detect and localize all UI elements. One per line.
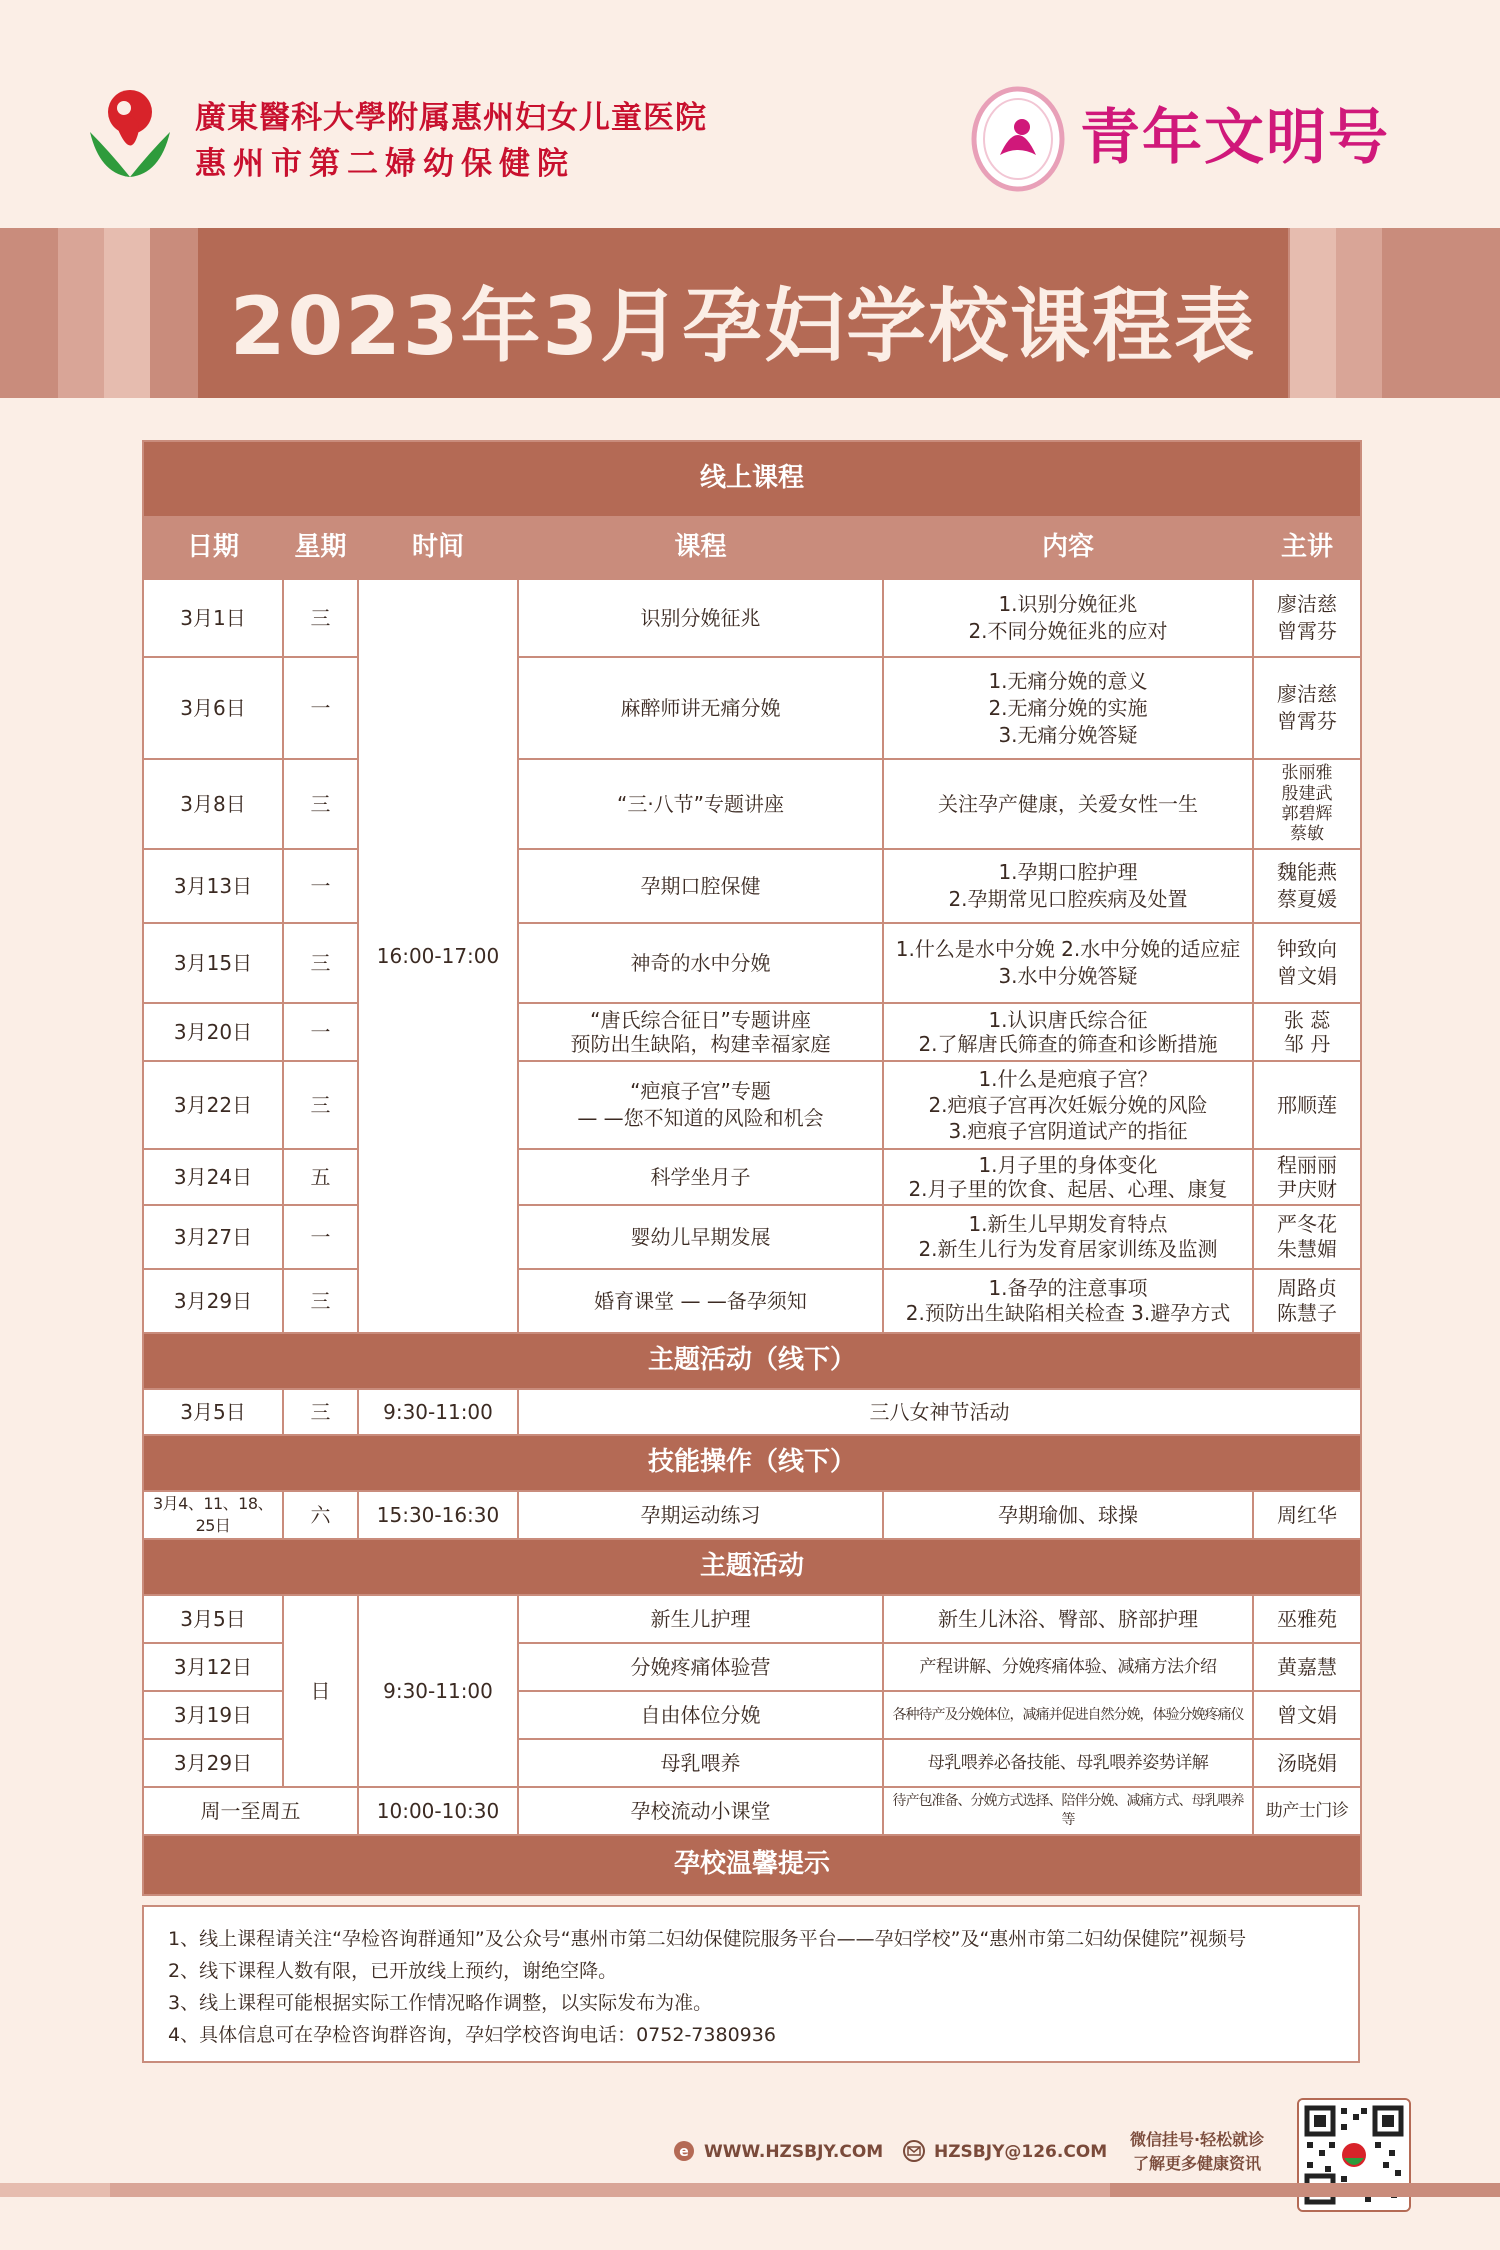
date-cell: 3月13日 [143, 849, 283, 923]
content-cell [883, 1149, 1253, 1205]
table-row [143, 1269, 1361, 1333]
course-cell: 孕期运动练习 [518, 1491, 883, 1539]
lecturer-name: 朱慧媚 [1277, 1237, 1338, 1261]
column-header-weekday: 星期 [283, 517, 358, 579]
table-row [143, 1003, 1361, 1061]
lecturer-name: 张 蕊 [1283, 1008, 1331, 1032]
lecturer-name: 张丽雅 [1281, 763, 1333, 784]
weekday-cell: 五 [283, 1149, 358, 1205]
course-line: 神奇的水中分娩 [630, 950, 771, 975]
content-line: 2.新生儿行为发育居家训练及监测 [918, 1237, 1218, 1261]
course-cell: 新生儿护理 [518, 1595, 883, 1643]
time-cell: 15:30-16:30 [358, 1491, 518, 1539]
lecturer-cell [1253, 1149, 1361, 1205]
course-line: “唐氏综合征日”专题讲座 [590, 1008, 811, 1032]
lecturer-name: 曾霄芬 [1277, 709, 1338, 733]
lecturer-name: 郭碧辉 [1281, 804, 1333, 824]
course-cell [518, 1061, 883, 1149]
date-cell: 3月22日 [143, 1061, 283, 1149]
weekday-cell: 三 [283, 1389, 358, 1435]
course-line: 识别分娩征兆 [640, 605, 761, 630]
column-header-time: 时间 [358, 517, 518, 579]
banner-stripe [58, 228, 104, 398]
course-cell: 孕校流动小课堂 [518, 1787, 883, 1835]
weekday-cell: 一 [283, 849, 358, 923]
table-row [143, 657, 1361, 759]
course-cell [518, 849, 883, 923]
content-line: 1.孕期口腔护理 [998, 860, 1138, 884]
banner-stripe [104, 228, 150, 398]
date-cell: 3月20日 [143, 1003, 283, 1061]
section-title: 主题活动（线下） [143, 1333, 1361, 1389]
content-cell: 待产包准备、分娩方式选择、陪伴分娩、减痛方式、母乳喂养等 [883, 1787, 1253, 1835]
content-cell [883, 1205, 1253, 1269]
content-line: 2.月子里的饮食、起居、心理、康复 [908, 1177, 1228, 1201]
lecturer-cell: 汤晓娟 [1253, 1739, 1361, 1787]
section-header-theme [143, 1539, 1361, 1595]
content-cell: 产程讲解、分娩疼痛体验、减痛方法介绍 [883, 1643, 1253, 1691]
weekday-cell: 三 [283, 579, 358, 657]
weekday-cell: 三 [283, 1269, 358, 1333]
section-title: 技能操作（线下） [143, 1435, 1361, 1491]
svg-text:e: e [679, 2144, 689, 2160]
content-line: 2.预防出生缺陷相关检查 3.避孕方式 [905, 1301, 1231, 1325]
date-cell: 3月27日 [143, 1205, 283, 1269]
course-cell [518, 923, 883, 1003]
course-line: 预防出生缺陷，构建幸福家庭 [570, 1032, 831, 1056]
lecturer-name: 程丽丽 [1277, 1153, 1338, 1177]
footer-stripe [0, 2183, 110, 2197]
website-link[interactable]: WWW.HZSBJY.COM [704, 2142, 884, 2162]
column-header-content: 内容 [883, 517, 1253, 579]
course-line: 孕期口腔保健 [640, 873, 761, 898]
weekday-cell: 一 [283, 1003, 358, 1061]
activity-cell: 三八女神节活动 [518, 1389, 1361, 1435]
lecturer-name: 廖洁慈 [1277, 592, 1338, 616]
table-row [143, 1787, 1361, 1835]
lecturer-name: 周路贞 [1277, 1276, 1338, 1300]
date-cell: 3月5日 [143, 1595, 283, 1643]
weekday-cell: 三 [283, 759, 358, 849]
time-cell: 16:00-17:00 [358, 579, 518, 1333]
weekday-cell: 三 [283, 923, 358, 1003]
mail-icon [902, 2139, 926, 2163]
content-cell [883, 1003, 1253, 1061]
lecturer-cell [1253, 1269, 1361, 1333]
content-line: 2.不同分娩征兆的应对 [968, 619, 1168, 643]
footer-slogan [1130, 2128, 1264, 2176]
content-cell: 新生儿沐浴、臀部、脐部护理 [883, 1595, 1253, 1643]
hospital-name-line1: 廣東醫科大學附属惠州妇女儿童医院 [195, 100, 707, 136]
column-header-date: 日期 [143, 517, 283, 579]
course-line: “三·八节”专题讲座 [616, 791, 785, 816]
lecturer-name: 魏能燕 [1277, 860, 1338, 884]
youth-civilization-title: 青年文明号 [1080, 103, 1390, 173]
time-cell: 9:30-11:00 [358, 1389, 518, 1435]
youth-civilization-emblem [970, 85, 1066, 193]
weekday-cell: 一 [283, 1205, 358, 1269]
course-cell [518, 1205, 883, 1269]
lecturer-cell [1253, 759, 1361, 849]
column-header-course: 课程 [518, 517, 883, 579]
course-cell: 母乳喂养 [518, 1739, 883, 1787]
table-row [143, 759, 1361, 849]
lecturer-cell: 曾文娟 [1253, 1691, 1361, 1739]
days-cell: 周一至周五 [143, 1787, 358, 1835]
lecturer-cell: 黄嘉慧 [1253, 1643, 1361, 1691]
web-icon [672, 2139, 696, 2163]
content-cell [883, 759, 1253, 849]
lecturer-name: 曾霄芬 [1277, 619, 1338, 643]
lecturer-name: 曾文娟 [1277, 964, 1338, 988]
content-line: 1.认识唐氏综合征 [988, 1008, 1148, 1032]
tip-item: 2、线下课程人数有限，已开放线上预约，谢绝空降。 [168, 1960, 618, 1982]
weekday-cell: 三 [283, 1061, 358, 1149]
content-cell: 母乳喂养必备技能、母乳喂养姿势详解 [883, 1739, 1253, 1787]
content-cell [883, 849, 1253, 923]
section-title: 线上课程 [143, 441, 1361, 517]
date-cell: 3月12日 [143, 1643, 283, 1691]
content-line: 1.备孕的注意事项 [988, 1276, 1148, 1300]
table-row [143, 1389, 1361, 1435]
course-cell [518, 1269, 883, 1333]
table-row [143, 579, 1361, 657]
banner-stripe [1290, 228, 1336, 398]
table-row [143, 1205, 1361, 1269]
section-header-skill-offline [143, 1435, 1361, 1491]
date-cell: 3月24日 [143, 1149, 283, 1205]
content-cell: 各种待产及分娩体位，减痛并促进自然分娩，体验分娩疼痛仪 [883, 1691, 1253, 1739]
banner-stripe [1382, 228, 1428, 398]
tip-item: 1、线上课程请关注“孕检咨询群通知”及公众号“惠州市第二妇幼保健院服务平台——孕妇学校”及“惠州市第二妇幼保健院”视频号 [168, 1928, 1247, 1950]
lecturer-name: 陈慧子 [1277, 1301, 1338, 1325]
date-cell: 3月15日 [143, 923, 283, 1003]
hospital-name-line2: 惠州市第二婦幼保健院 [195, 146, 575, 182]
lecturer-cell [1253, 1061, 1361, 1149]
date-cell: 3月8日 [143, 759, 283, 849]
time-cell: 9:30-11:00 [358, 1595, 518, 1787]
lecturer-cell [1253, 923, 1361, 1003]
table-row [143, 1061, 1361, 1149]
slogan-line: 微信挂号·轻松就诊 [1130, 2130, 1265, 2149]
column-header-row [143, 517, 1361, 579]
course-cell: 分娩疼痛体验营 [518, 1643, 883, 1691]
section-header-theme-offline [143, 1333, 1361, 1389]
course-line: — —您不知道的风险和机会 [577, 1106, 824, 1130]
weekday-cell: 一 [283, 657, 358, 759]
content-line: 1.什么是水中分娩 2.水中分娩的适应症 [895, 937, 1241, 961]
slogan-line: 了解更多健康资讯 [1133, 2154, 1262, 2173]
lecturer-name: 邢顺莲 [1277, 1092, 1338, 1117]
course-line: 科学坐月子 [650, 1164, 751, 1189]
header [0, 0, 1500, 225]
table-row [143, 1149, 1361, 1205]
course-cell: 自由体位分娩 [518, 1691, 883, 1739]
schedule-table [142, 440, 1362, 1896]
lecturer-cell [1253, 1003, 1361, 1061]
email-link[interactable]: HZSBJY@126.COM [934, 2142, 1108, 2162]
footer-stripe [110, 2183, 1110, 2197]
course-cell [518, 1003, 883, 1061]
section-header-online [143, 441, 1361, 517]
section-title: 主题活动 [143, 1539, 1361, 1595]
course-line: 麻醉师讲无痛分娩 [620, 695, 781, 720]
content-cell: 孕期瑜伽、球操 [883, 1491, 1253, 1539]
content-line: 2.了解唐氏筛查的筛查和诊断措施 [918, 1032, 1218, 1056]
table-row [143, 923, 1361, 1003]
footer-stripe [1110, 2183, 1500, 2197]
lecturer-cell: 周红华 [1253, 1491, 1361, 1539]
content-cell [883, 1061, 1253, 1149]
content-line: 2.孕期常见口腔疾病及处置 [948, 887, 1188, 911]
tip-item: 4、具体信息可在孕检咨询群咨询，孕妇学校咨询电话：0752-7380936 [168, 2024, 776, 2046]
lecturer-name: 严冬花 [1277, 1212, 1338, 1236]
date-cell: 3月5日 [143, 1389, 283, 1435]
date-cell: 3月19日 [143, 1691, 283, 1739]
lecturer-cell: 助产士门诊 [1253, 1787, 1361, 1835]
content-line: 1.新生儿早期发育特点 [968, 1212, 1168, 1236]
lecturer-name: 殷建武 [1281, 783, 1333, 804]
course-line: “疤痕子宫”专题 [630, 1079, 771, 1103]
lecturer-name: 钟致向 [1277, 937, 1338, 961]
content-cell [883, 1269, 1253, 1333]
date-cell: 3月4、11、18、25日 [143, 1491, 283, 1539]
content-line: 3.疤痕子宫阴道试产的指征 [948, 1119, 1188, 1143]
lecturer-cell [1253, 849, 1361, 923]
course-line: 婴幼儿早期发展 [630, 1224, 771, 1249]
banner-stripe [1336, 228, 1382, 398]
content-cell [883, 923, 1253, 1003]
weekday-cell: 日 [283, 1595, 358, 1787]
content-line: 2.无痛分娩的实施 [988, 695, 1148, 720]
content-line: 1.识别分娩征兆 [998, 592, 1138, 616]
page-title: 2023年3月孕妇学校课程表 [229, 280, 1257, 373]
section-header-tips [143, 1835, 1361, 1895]
lecturer-name: 尹庆财 [1277, 1177, 1338, 1201]
column-header-lecturer: 主讲 [1253, 517, 1361, 579]
lecturer-cell [1253, 657, 1361, 759]
course-cell [518, 579, 883, 657]
date-cell: 3月29日 [143, 1739, 283, 1787]
course-cell [518, 759, 883, 849]
lecturer-cell [1253, 1205, 1361, 1269]
tips-box [142, 1905, 1360, 2063]
course-line: 婚育课堂 — —备孕须知 [594, 1288, 807, 1313]
content-cell [883, 579, 1253, 657]
lecturer-name: 廖洁慈 [1277, 682, 1338, 706]
time-cell: 10:00-10:30 [358, 1787, 518, 1835]
date-cell: 3月29日 [143, 1269, 283, 1333]
content-line: 2.疤痕子宫再次妊娠分娩的风险 [928, 1093, 1208, 1117]
tip-item: 3、线上课程可能根据实际工作情况略作调整，以实际发布为准。 [168, 1992, 713, 2014]
lecturer-cell [1253, 579, 1361, 657]
lecturer-name: 邹 丹 [1283, 1032, 1331, 1056]
table-row [143, 1491, 1361, 1539]
lecturer-cell: 巫雅苑 [1253, 1595, 1361, 1643]
content-line: 1.月子里的身体变化 [978, 1153, 1158, 1177]
course-cell [518, 1149, 883, 1205]
content-line: 3.无痛分娩答疑 [998, 722, 1138, 747]
lecturer-name: 蔡夏媛 [1277, 887, 1338, 911]
content-line: 1.无痛分娩的意义 [988, 668, 1148, 693]
content-line: 1.什么是疤痕子宫？ [978, 1067, 1158, 1091]
content-line: 关注孕产健康，关爱女性一生 [938, 791, 1198, 816]
table-row [143, 849, 1361, 923]
section-title: 孕校温馨提示 [143, 1835, 1361, 1895]
content-line: 3.水中分娩答疑 [998, 964, 1138, 988]
date-cell: 3月1日 [143, 579, 283, 657]
weekday-cell: 六 [283, 1491, 358, 1539]
course-cell [518, 657, 883, 759]
table-row [143, 1595, 1361, 1643]
date-cell: 3月6日 [143, 657, 283, 759]
content-cell [883, 657, 1253, 759]
hospital-logo [80, 82, 180, 182]
lecturer-name: 蔡敏 [1290, 824, 1325, 845]
